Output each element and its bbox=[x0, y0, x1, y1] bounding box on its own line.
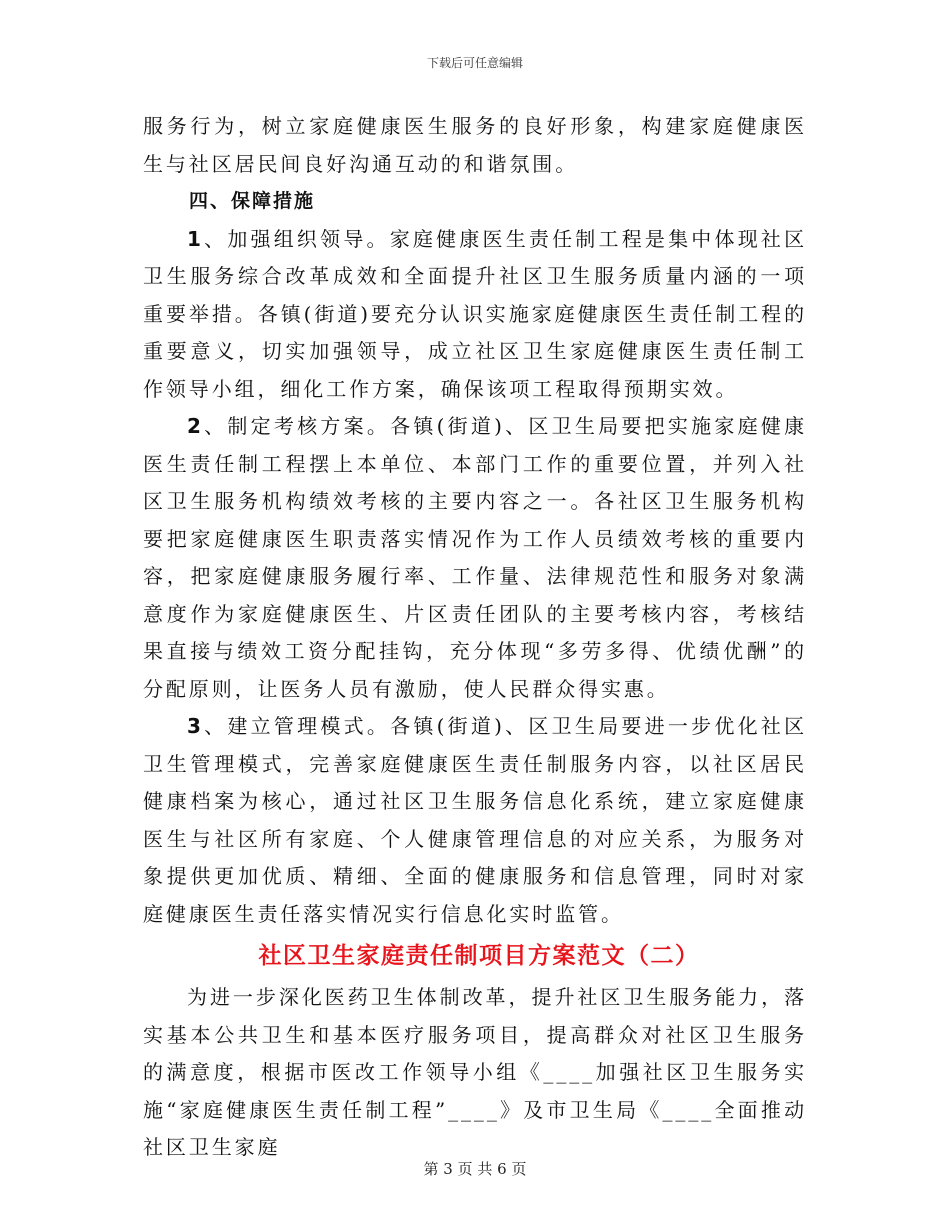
item-1-paragraph bbox=[143, 221, 807, 409]
section-heading: 四、保障措施 bbox=[189, 190, 316, 212]
page-header: 下载后可任意编辑 bbox=[426, 56, 523, 70]
intro-paragraph: 为进一步深化医药卫生体制改革，提升社区卫生服务能力，落实基本公共卫生和基本医疗服务项目，提高群众对社区卫生服务的满意度，根据市医改工作领导小组《____加强社区卫生服务实施“家庭健康医生责任制工程”____》及市卫生局《____全面推动社区卫生家庭 bbox=[143, 985, 807, 1159]
item-3-number: 3 bbox=[187, 714, 204, 738]
item-2-paragraph bbox=[143, 408, 807, 708]
document-title: 社区卫生家庭责任制项目方案范文（二） bbox=[258, 942, 700, 969]
continued-paragraph: 服务行为，树立家庭健康医生服务的良好形象，构建家庭健康医生与社区居民间良好沟通互动的和谐氛围。 bbox=[143, 114, 807, 176]
item-3-paragraph bbox=[143, 708, 807, 933]
item-1-number: 1 bbox=[187, 226, 204, 251]
item-3-text: 、建立管理模式。各镇(街道)、区卫生局要进一步优化社区卫生管理模式，完善家庭健康医生责任制服务内容，以社区居民健康档案为核心，通过社区卫生服务信息化系统，建立家庭健康医生与社区所有家庭、个人健康管理信息的对应关系，为服务对象提供更加优质、精细、全面的健康服务和信息管理，同时对家庭健康医生责任落实情况实行信息化实时监管。 bbox=[143, 714, 807, 926]
item-2-number: 2 bbox=[187, 414, 204, 438]
item-2-text: 、制定考核方案。各镇(街道)、区卫生局要把实施家庭健康医生责任制工程摆上本单位、本部门工作的重要位置，并列入社区卫生服务机构绩效考核的主要内容之一。各社区卫生服务机构要把家庭健康医生职责落实情况作为工作人员绩效考核的重要内容，把家庭健康服务履行率、工作量、法律规范性和服务对象满意度作为家庭健康医生、片区责任团队的主要考核内容，考核结果直接与绩效工资分配挂钩，充分体现“多劳多得、优绩优酬”的分配原则，让医务人员有激励，使人民群众得实惠。 bbox=[143, 414, 807, 701]
item-1-text: 、加强组织领导。家庭健康医生责任制工程是集中体现社区卫生服务综合改革成效和全面提升社区卫生服务质量内涵的一项重要举措。各镇(街道)要充分认识实施家庭健康医生责任制工程的重要意义，切实加强领导，成立社区卫生家庭健康医生责任制工作领导小组，细化工作方案，确保该项工程取得预期实效。 bbox=[143, 226, 807, 401]
document-body bbox=[143, 108, 807, 1167]
page-footer: 第 3 页 共 6 页 bbox=[423, 1160, 527, 1178]
